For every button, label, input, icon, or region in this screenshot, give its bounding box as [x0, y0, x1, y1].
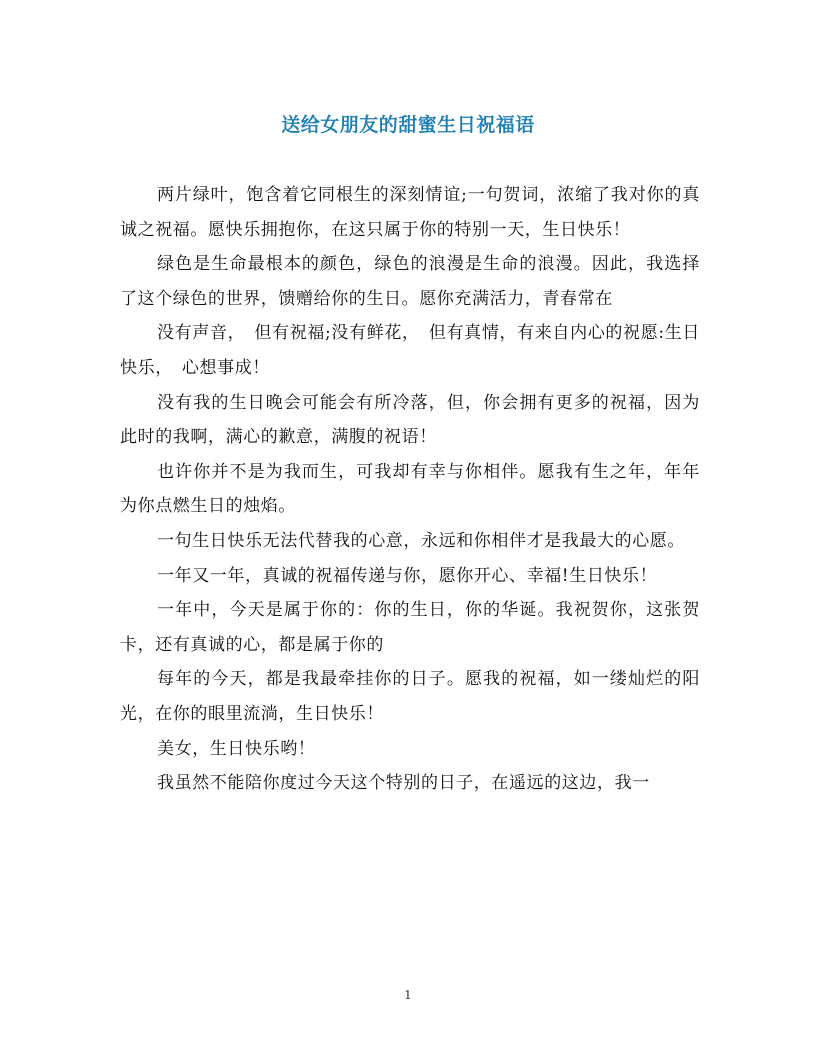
paragraph: 两片绿叶，饱含着它同根生的深刻情谊;一句贺词，浓缩了我对你的真诚之祝福。愿快乐拥抱你，在这只属于你的特别一天，生日快乐！: [120, 185, 700, 240]
paragraph: 绿色是生命最根本的颜色，绿色的浪漫是生命的浪漫。因此，我选择了这个绿色的世界，馈赠给你的生日。愿你充满活力，青春常在: [120, 254, 700, 309]
paragraph: 一句生日快乐无法代替我的心意，永远和你相伴才是我最大的心愿。: [157, 530, 685, 551]
paragraph: 我虽然不能陪你度过今天这个特别的日子，在遥远的这边，我一: [157, 773, 650, 794]
page-number: 1: [404, 988, 412, 1002]
document-title: 送给女朋友的甜蜜生日祝福语: [281, 114, 535, 136]
paragraph: 一年又一年，真诚的祝福传递与你，愿你开心、幸福!生日快乐！: [157, 565, 658, 586]
document-body: [120, 178, 700, 801]
paragraph: 每年的今天，都是我最牵挂你的日子。愿我的祝福，如一缕灿烂的阳光，在你的眼里流淌，生日快乐！: [120, 669, 700, 724]
paragraph: 也许你并不是为我而生，可我却有幸与你相伴。愿我有生之年，年年为你点燃生日的烛焰。: [120, 461, 700, 517]
paragraph: 美女，生日快乐哟！: [157, 738, 316, 759]
paragraph: 一年中，今天是属于你的：你的生日，你的华诞。我祝贺你，这张贺卡，还有真诚的心，都是属于你的: [120, 600, 700, 655]
paragraph: 没有我的生日晚会可能会有所冷落，但，你会拥有更多的祝福，因为此时的我啊，满心的歉意，满腹的祝语！: [120, 392, 700, 448]
paragraph: 没有声音， 但有祝福;没有鲜花， 但有真情，有来自内心的祝愿:生日快乐， 心想事成！: [120, 323, 700, 378]
